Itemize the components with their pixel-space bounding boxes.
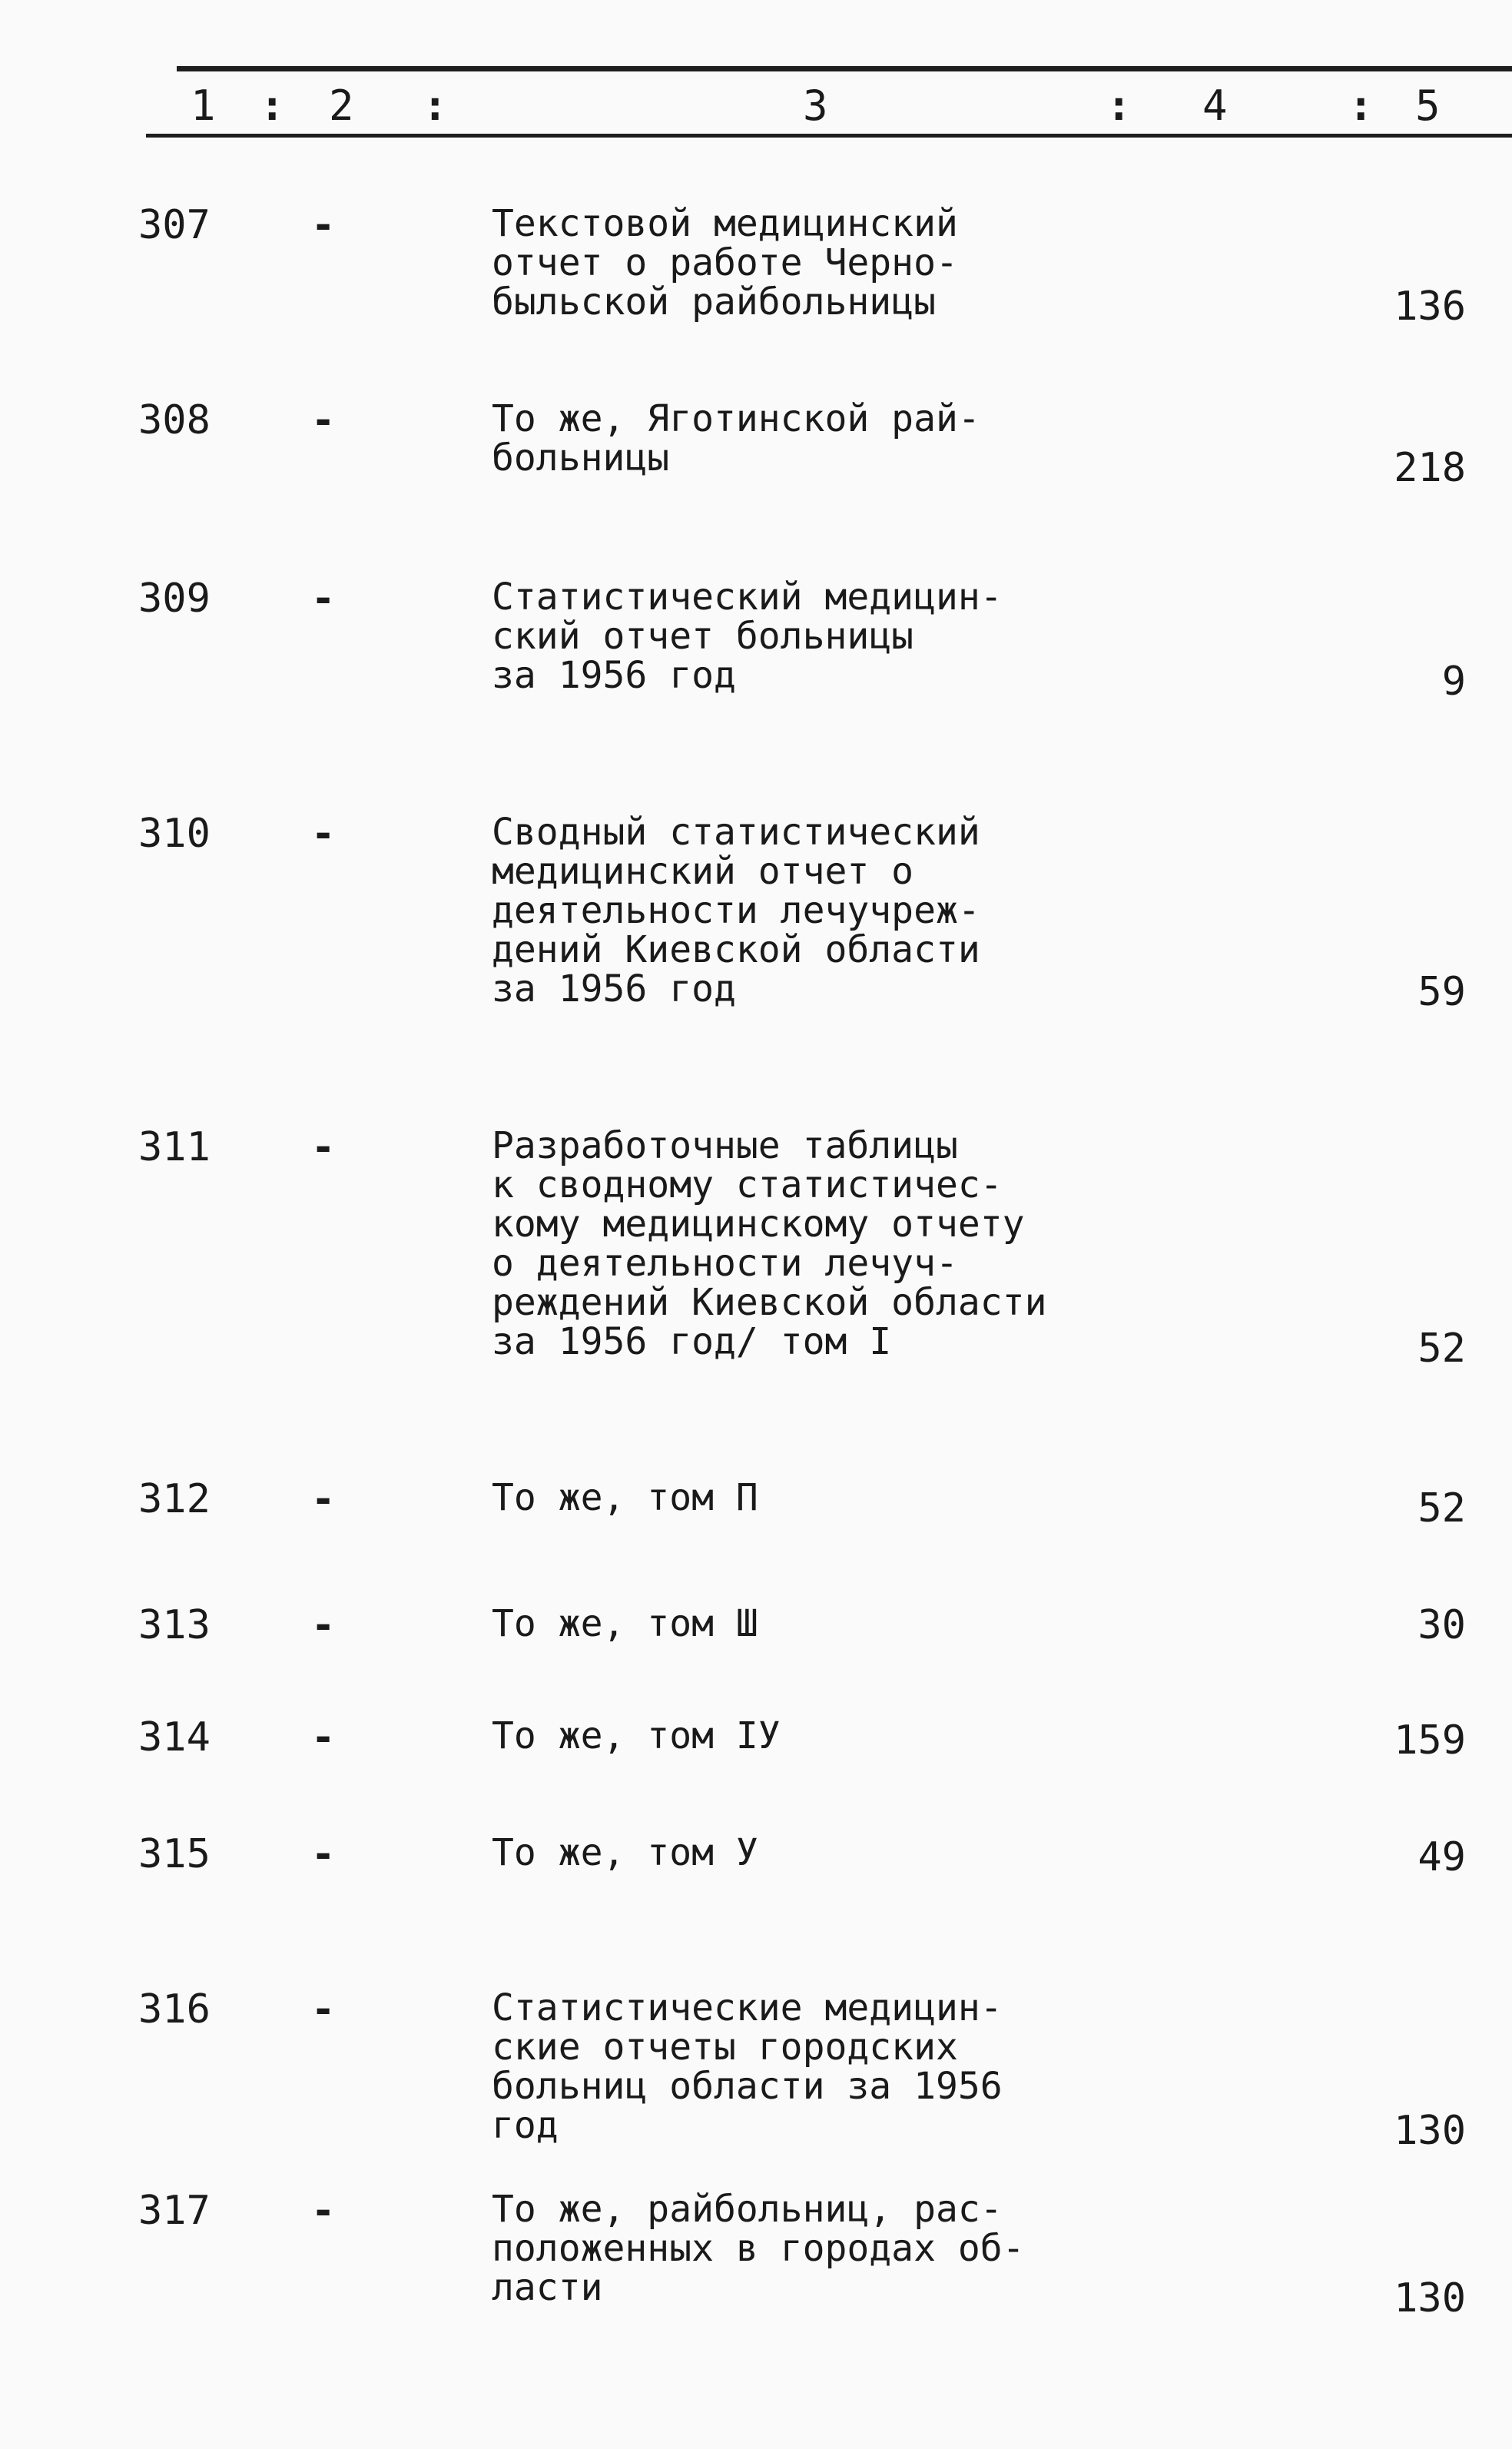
entry-number: 310: [138, 811, 211, 857]
entry-sheets: 59: [1418, 969, 1466, 1015]
header-col-4: 4: [1202, 81, 1228, 130]
header-col-5: 5: [1415, 81, 1441, 130]
entry-number: 312: [138, 1476, 211, 1522]
entry-title: То же, том У: [492, 1831, 758, 1874]
entry-mark: -: [311, 397, 336, 443]
entry-number: 314: [138, 1714, 211, 1760]
entry-mark: -: [311, 1602, 336, 1648]
entry-number: 308: [138, 397, 211, 443]
entry-title: То же, Яготинской рай- больницы: [492, 397, 980, 480]
entry-mark: -: [311, 1986, 336, 2033]
header-separator-3: :: [1106, 81, 1132, 130]
header-separator-4: :: [1348, 81, 1374, 130]
entry-sheets: 130: [1394, 2108, 1466, 2154]
entry-title: Статистический медицин- ский отчет больницы за 1956 год: [492, 576, 1003, 697]
entry-number: 307: [138, 202, 211, 248]
header-separator-2: :: [423, 81, 448, 130]
entry-number: 317: [138, 2188, 211, 2234]
entry-mark: -: [311, 1476, 336, 1522]
entry-title: То же, райбольниц, рас- положенных в городах об- ласти: [492, 2188, 1025, 2309]
entry-mark: -: [311, 1124, 336, 1170]
entry-number: 311: [138, 1124, 211, 1170]
entry-sheets: 52: [1418, 1485, 1466, 1531]
entry-sheets: 218: [1394, 445, 1466, 491]
entry-sheets: 159: [1394, 1717, 1466, 1764]
entry-title: То же, том IУ: [492, 1714, 781, 1757]
entry-mark: -: [311, 1831, 336, 1877]
header-bottom-rule: [146, 134, 1512, 138]
header-separator-1: :: [260, 81, 285, 130]
entry-sheets: 49: [1418, 1834, 1466, 1880]
header-col-1: 1: [191, 81, 216, 130]
entry-sheets: 136: [1394, 284, 1466, 330]
entry-number: 313: [138, 1602, 211, 1648]
header-top-rule: [177, 66, 1512, 71]
entry-mark: -: [311, 811, 336, 857]
entry-title: То же, том П: [492, 1476, 758, 1519]
entry-title: То же, том Ш: [492, 1602, 758, 1645]
header-col-2: 2: [329, 81, 354, 130]
entry-sheets: 30: [1418, 1602, 1466, 1648]
entry-title: Статистические медицин- ские отчеты городских больниц области за 1956 год: [492, 1986, 1003, 2147]
entry-mark: -: [311, 2188, 336, 2234]
header-col-3: 3: [803, 81, 828, 130]
entry-sheets: 130: [1394, 2275, 1466, 2321]
entry-number: 309: [138, 576, 211, 622]
entry-sheets: 52: [1418, 1326, 1466, 1372]
entry-title: Сводный статистический медицинский отчет о деятельности лечучреж- дений Киевской области за 1956 год: [492, 811, 980, 1010]
entry-number: 315: [138, 1831, 211, 1877]
entry-sheets: 9: [1441, 659, 1466, 705]
entry-title: Текстовой медицинский отчет о работе Черно- быльской райбольницы: [492, 202, 958, 324]
entry-mark: -: [311, 576, 336, 622]
entry-number: 316: [138, 1986, 211, 2033]
entry-mark: -: [311, 1714, 336, 1760]
entry-title: Разработочные таблицы к сводному статистичес- кому медицинскому отчету о деятельности лечуч- реждений Киевской области за 1956 год/ том I: [492, 1124, 1047, 1363]
entry-mark: -: [311, 202, 336, 248]
